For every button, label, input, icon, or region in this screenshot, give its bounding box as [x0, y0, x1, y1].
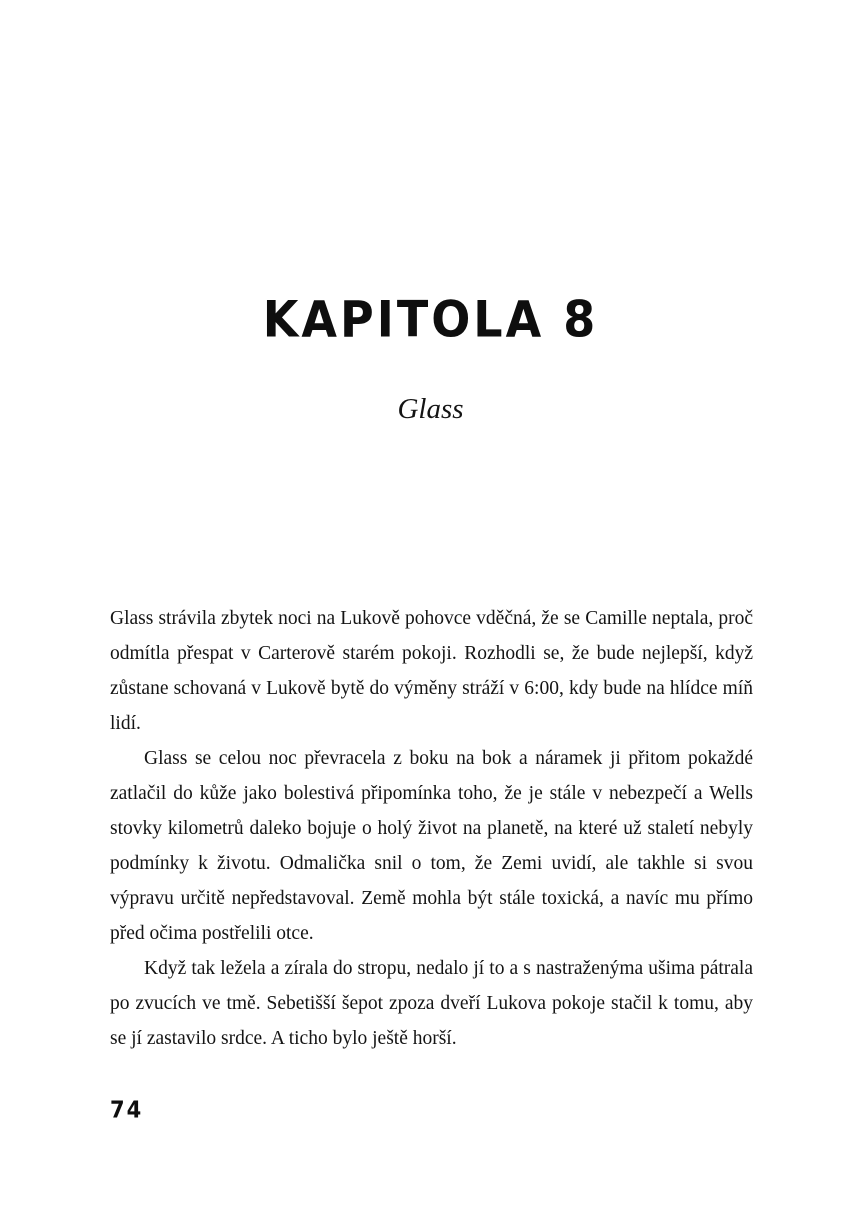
chapter-title: KAPITOLA 8 [262, 290, 599, 349]
page-number: 74 [110, 1097, 144, 1123]
paragraph: Glass strávila zbytek noci na Lukově pohovce vděčná, že se Camille neptala, proč odmítla přespat v Carterově starém pokoji. Rozhodli se, že bude nejlepší, když zůstane schovaná v Lukově bytě do výměny stráží v 6:00, kdy bude na hlídce míň lidí. [110, 608, 753, 734]
chapter-subtitle: Glass [397, 393, 464, 425]
body-text [110, 601, 753, 1056]
paragraph: Glass se celou noc převracela z boku na bok a náramek ji přitom pokaždé zatlačil do kůže jako bolestivá připomínka toho, že je stále v nebezpečí a Wells stovky kilometrů daleko bojuje o holý život na planetě, na které už staletí nebyly podmínky k životu. Odmalička snil o tom, že Zemi uvidí, ale takhle si svou výpravu určitě nepředstavoval. Země mohla být stále toxická, a navíc mu přímo před očima postřelili otce. [110, 748, 753, 944]
paragraph: Když tak ležela a zírala do stropu, nedalo jí to a s nastraženýma ušima pátrala po zvucích ve tmě. Sebetišší šepot zpoza dveří Lukova pokoje stačil k tomu, aby se jí zastavilo srdce. A ticho bylo ještě horší. [110, 958, 753, 1049]
